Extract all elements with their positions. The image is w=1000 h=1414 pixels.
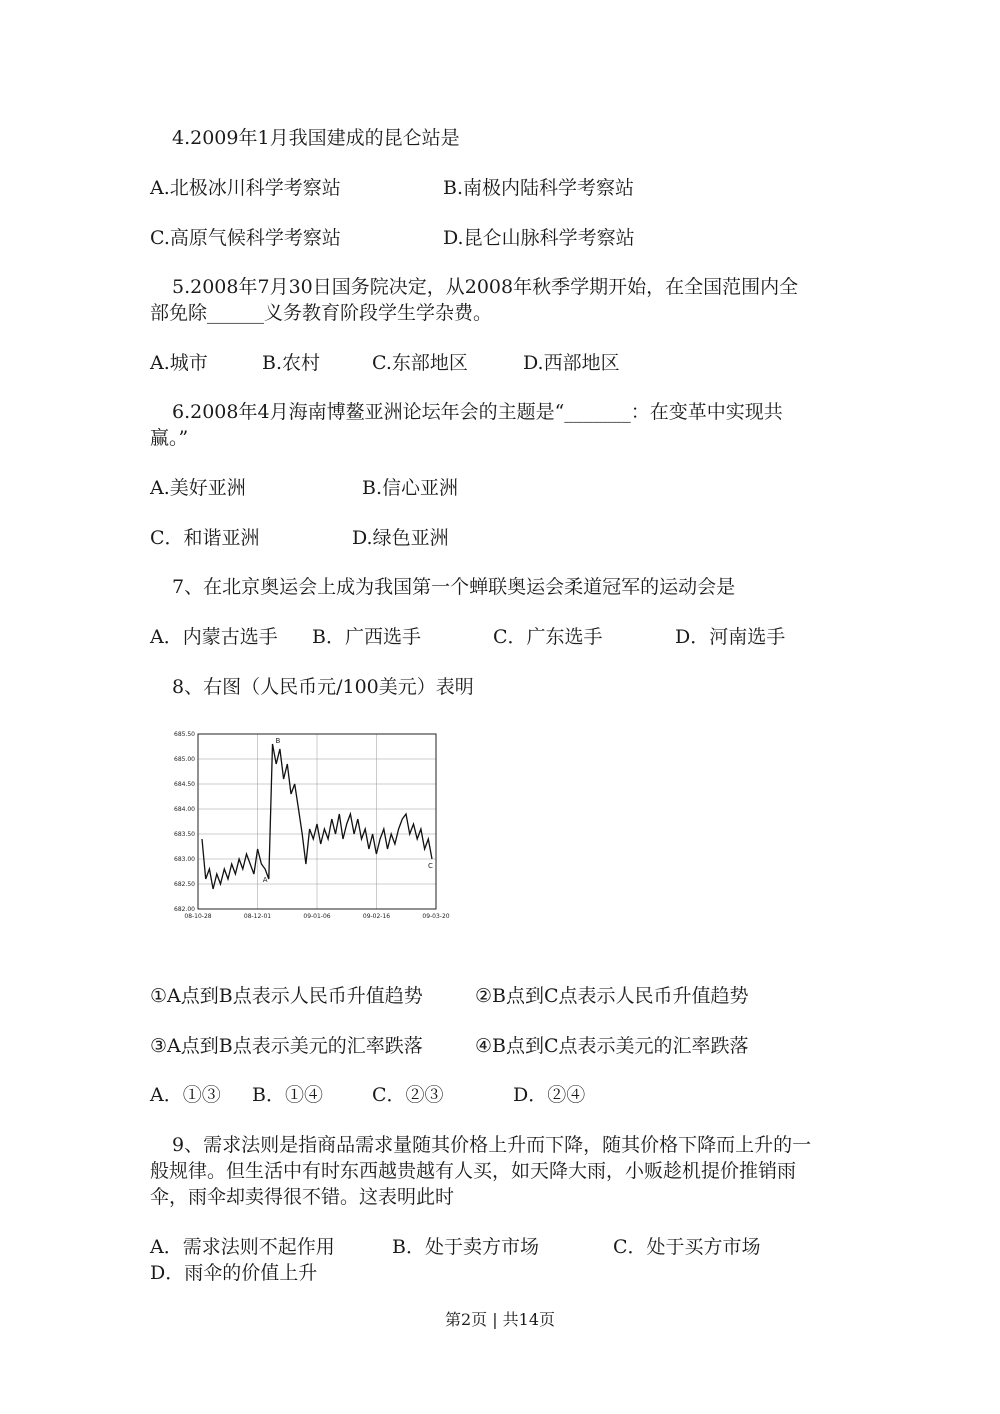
chart-point-label-a: A xyxy=(262,876,268,884)
chart-x-tick-label: 09-03-20 xyxy=(422,913,450,920)
chart-y-tick-label: 685.00 xyxy=(174,756,195,763)
q6-option-c: C．和谐亚洲 xyxy=(150,527,260,549)
q5-stem-line2: 部免除______义务教育阶段学生学杂费。 xyxy=(150,302,493,324)
q8-statement-4: ④B点到C点表示美元的汇率跌落 xyxy=(475,1035,749,1057)
q7-option-a: A．内蒙古选手 xyxy=(150,626,278,648)
q8-stem: 8、右图（人民币元/100美元）表明 xyxy=(172,676,474,698)
chart-x-tick-label: 09-01-06 xyxy=(303,913,331,920)
chart-x-tick-label: 08-12-01 xyxy=(243,913,272,920)
q6-option-a: A.美好亚洲 xyxy=(150,477,246,499)
page-footer: 第2页 | 共14页 xyxy=(444,1310,556,1329)
q6-option-b: B.信心亚洲 xyxy=(362,477,459,499)
q6-stem-line2: 赢。” xyxy=(150,427,189,449)
q8-statement-2: ②B点到C点表示人民币升值趋势 xyxy=(475,985,749,1007)
q5-option-c: C.东部地区 xyxy=(372,352,468,374)
q8-statement-3: ③A点到B点表示美元的汇率跌落 xyxy=(150,1035,423,1057)
chart-point-label-b: B xyxy=(275,737,281,745)
q6-option-d: D.绿色亚洲 xyxy=(352,527,449,549)
chart-y-ticks xyxy=(174,731,195,913)
q4-option-c: C.高原气候科学考察站 xyxy=(150,227,341,249)
chart-x-tick-label: 09-02-16 xyxy=(362,913,391,920)
q9-option-c: C．处于买方市场 xyxy=(613,1236,761,1258)
q8-option-b: B．①④ xyxy=(252,1084,323,1106)
chart-y-tick-label: 684.50 xyxy=(174,781,195,788)
q9-stem-line3: 伞，雨伞却卖得很不错。这表明此时 xyxy=(150,1186,455,1208)
q6-stem-line1: 6.2008年4月海南博鳌亚洲论坛年会的主题是“_______：在变革中实现共 xyxy=(172,401,783,423)
chart-x-ticks xyxy=(184,913,449,920)
chart-x-tick-label: 08-10-28 xyxy=(184,913,212,920)
chart-y-tick-label: 685.50 xyxy=(174,731,195,738)
q8-option-a: A．①③ xyxy=(150,1084,221,1106)
q4-option-b: B.南极内陆科学考察站 xyxy=(443,177,635,199)
chart-point-label-c: C xyxy=(428,862,433,870)
chart-y-tick-label: 682.00 xyxy=(174,906,195,913)
q7-option-b: B．广西选手 xyxy=(312,626,421,648)
exchange-rate-chart xyxy=(162,726,452,936)
q9-stem-line2: 般规律。但生活中有时东西越贵越有人买，如天降大雨，小贩趁机提价推销雨 xyxy=(150,1160,797,1182)
q7-option-d: D．河南选手 xyxy=(675,626,786,648)
q8-option-c: C．②③ xyxy=(372,1084,444,1106)
q4-option-a: A.北极冰川科学考察站 xyxy=(150,177,341,199)
q9-stem-line1: 9、需求法则是指商品需求量随其价格上升而下降，随其价格下降而上升的一 xyxy=(172,1134,812,1156)
q5-stem-line1: 5.2008年7月30日国务院决定，从2008年秋季学期开始，在全国范围内全 xyxy=(172,276,799,298)
q4-option-d: D.昆仑山脉科学考察站 xyxy=(443,227,635,249)
q9-option-a: A．需求法则不起作用 xyxy=(150,1236,335,1258)
chart-y-tick-label: 684.00 xyxy=(174,806,195,813)
q5-option-d: D.西部地区 xyxy=(523,352,620,374)
q8-statement-1: ①A点到B点表示人民币升值趋势 xyxy=(150,985,423,1007)
q5-option-a: A.城市 xyxy=(150,352,208,374)
q7-stem: 7、在北京奥运会上成为我国第一个蝉联奥运会柔道冠军的运动会是 xyxy=(172,576,736,598)
q9-option-d: D．雨伞的价值上升 xyxy=(150,1262,318,1284)
q4-stem: 4.2009年1月我国建成的昆仑站是 xyxy=(172,127,460,149)
q9-option-b: B．处于卖方市场 xyxy=(392,1236,539,1258)
chart-y-tick-label: 683.00 xyxy=(174,856,195,863)
q5-option-b: B.农村 xyxy=(262,352,321,374)
chart-grid xyxy=(198,734,436,909)
q7-option-c: C．广东选手 xyxy=(493,626,603,648)
q8-option-d: D．②④ xyxy=(513,1084,586,1106)
chart-y-tick-label: 682.50 xyxy=(174,881,195,888)
chart-y-tick-label: 683.50 xyxy=(174,831,195,838)
